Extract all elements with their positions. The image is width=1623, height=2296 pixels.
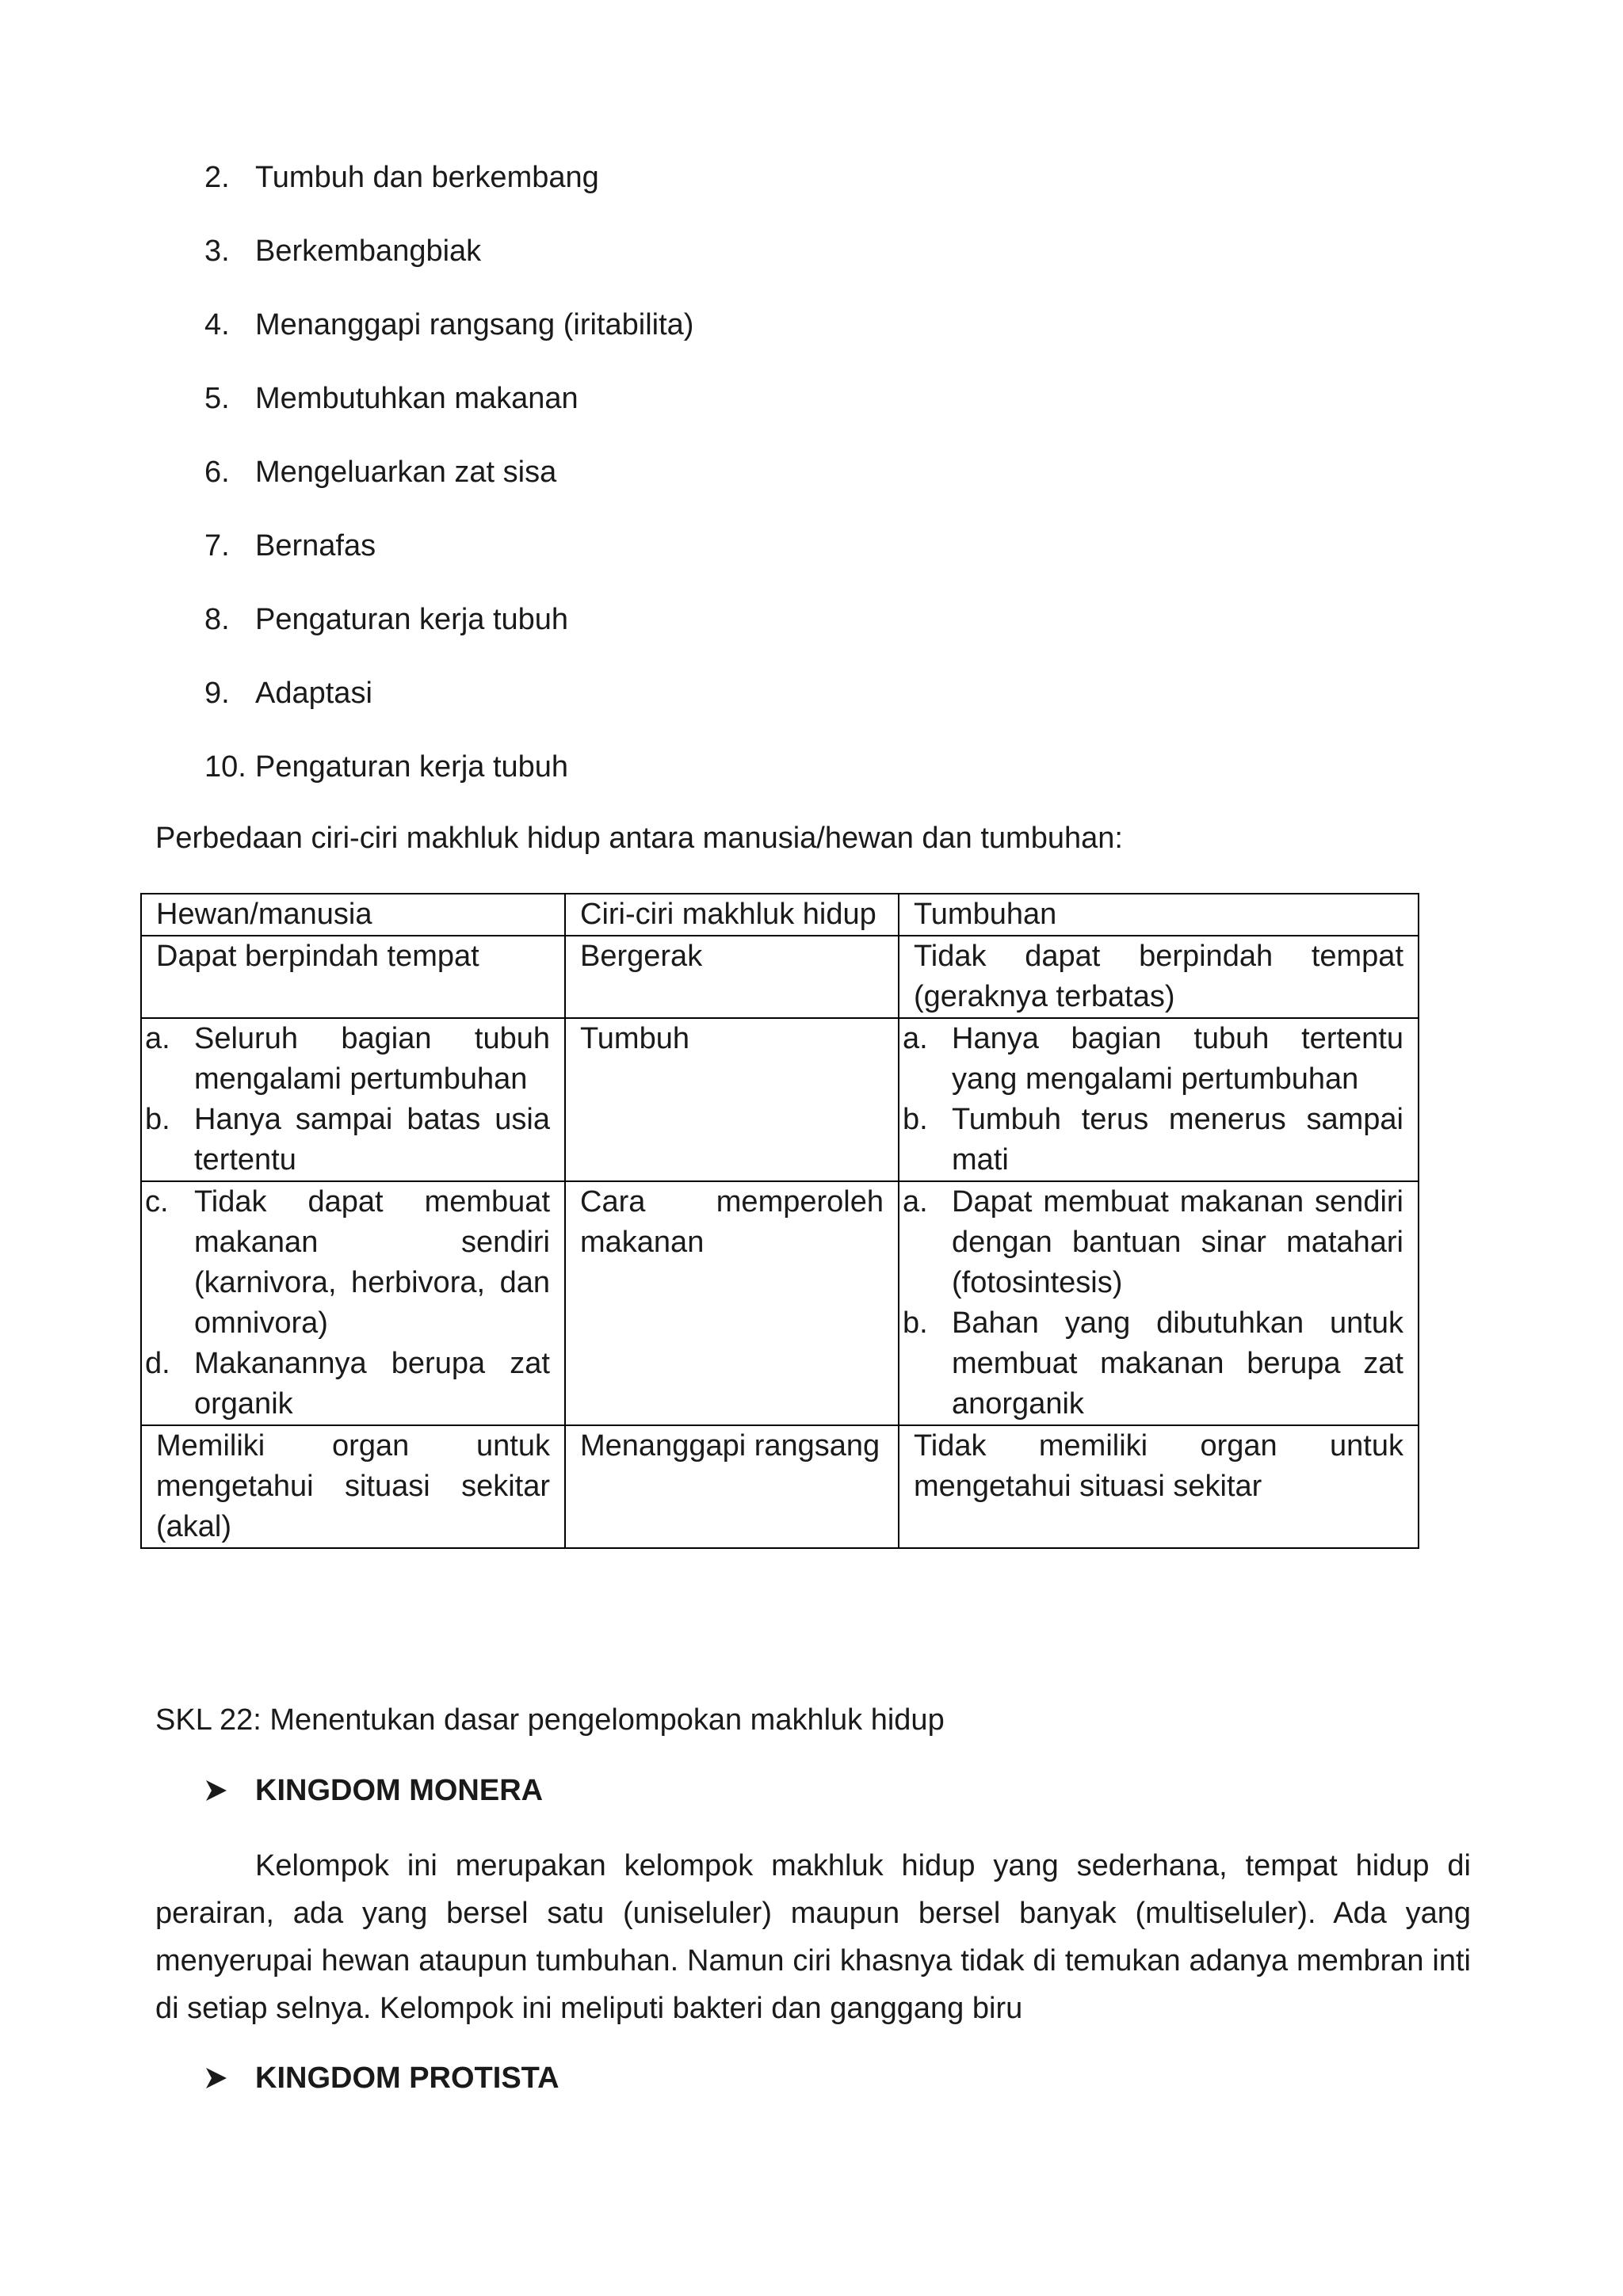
cell-hewan: [141, 1181, 565, 1425]
list-number: 8.: [204, 603, 230, 636]
kingdom-protista-heading: [204, 2056, 559, 2100]
list-item: [204, 303, 693, 376]
sub-item: [903, 1100, 1403, 1180]
list-text: Pengaturan kerja tubuh: [255, 750, 569, 784]
cell-ciri: Bergerak: [565, 936, 899, 1018]
arrow-bullet-icon: [204, 2066, 255, 2090]
sub-item: [145, 1182, 550, 1344]
sub-label: c.: [145, 1185, 169, 1219]
sub-item: [145, 1100, 550, 1180]
header-hewan: Hewan/manusia: [141, 894, 565, 936]
sub-text: Bahan yang dibutuhkan untuk membuat makanan berupa zat anorganik: [952, 1306, 1403, 1421]
cell-tumbuhan: Tidak dapat berpindah tempat (geraknya terbatas): [899, 936, 1419, 1018]
list-item: [204, 155, 693, 229]
list-text: Bernafas: [255, 529, 376, 563]
skl-heading: SKL 22: Menentukan dasar pengelompokan makhluk hidup: [155, 1703, 945, 1737]
list-number: 5.: [204, 382, 230, 415]
list-item: [204, 376, 693, 450]
list-text: Adaptasi: [255, 677, 372, 710]
sub-text: Tumbuh terus menerus sampai mati: [952, 1103, 1403, 1177]
list-number: 4.: [204, 308, 230, 341]
list-item: [204, 671, 693, 745]
comparison-table: [140, 893, 1419, 1549]
sub-text: Tidak dapat membuat makanan sendiri (karnivora, herbivora, dan omnivora): [194, 1185, 550, 1340]
table-header-row: [141, 894, 1419, 936]
sub-item: [903, 1019, 1403, 1100]
sub-label: a.: [145, 1022, 170, 1055]
monera-paragraph: Kelompok ini merupakan kelompok makhluk hidup yang sederhana, tempat hidup di perairan, ada yang bersel satu (uniseluler) maupun bersel banyak (multiseluler). Ada yang menyerupai hewan ataupun tumbuhan. Namun ciri khasnya tidak di temukan adanya membran inti di setiap selnya. Kelompok ini meliputi bakteri dan ganggang biru: [155, 1849, 1471, 2025]
cell-hewan: Dapat berpindah tempat: [141, 936, 565, 1018]
list-item: [204, 745, 693, 818]
sub-label: b.: [145, 1103, 170, 1136]
list-number: 10.: [204, 750, 246, 784]
list-item: [204, 524, 693, 597]
arrow-bullet-icon: [204, 1779, 255, 1802]
cell-ciri: Tumbuh: [565, 1018, 899, 1181]
table-row: [141, 1425, 1419, 1548]
sub-text: Seluruh bagian tubuh mengalami pertumbuhan: [194, 1022, 550, 1096]
sub-item: [903, 1182, 1403, 1303]
sub-label: a.: [903, 1185, 928, 1219]
table-row: [141, 1018, 1419, 1181]
kingdom-title: KINGDOM MONERA: [255, 1774, 544, 1807]
sub-label: b.: [903, 1103, 928, 1136]
sub-label: d.: [145, 1347, 170, 1380]
sub-text: Dapat membuat makanan sendiri dengan bantuan sinar matahari (fotosintesis): [952, 1185, 1403, 1299]
list-text: Menanggapi rangsang (iritabilita): [255, 308, 694, 341]
sub-item: [145, 1019, 550, 1100]
list-text: Tumbuh dan berkembang: [255, 161, 599, 194]
list-item: [204, 229, 693, 303]
cell-tumbuhan: [899, 1181, 1419, 1425]
cell-ciri: Menanggapi rangsang: [565, 1425, 899, 1548]
characteristics-list: [204, 155, 693, 818]
list-item: [204, 450, 693, 524]
sub-label: a.: [903, 1022, 928, 1055]
list-text: Mengeluarkan zat sisa: [255, 456, 557, 489]
list-text: Berkembangbiak: [255, 235, 482, 268]
cell-tumbuhan: [899, 1018, 1419, 1181]
list-item: [204, 597, 693, 671]
table-row: [141, 936, 1419, 1018]
sub-item: [145, 1344, 550, 1425]
cell-hewan: [141, 1018, 565, 1181]
list-number: 6.: [204, 456, 230, 489]
header-tumbuhan: Tumbuhan: [899, 894, 1419, 936]
list-number: 9.: [204, 677, 230, 710]
list-number: 3.: [204, 235, 230, 268]
kingdom-monera-heading: [204, 1768, 543, 1813]
list-number: 2.: [204, 161, 230, 194]
sub-text: Hanya bagian tubuh tertentu yang mengalami pertumbuhan: [952, 1022, 1403, 1096]
list-number: 7.: [204, 529, 230, 563]
cell-ciri: Cara memperoleh makanan: [565, 1181, 899, 1425]
cell-hewan: Memiliki organ untuk mengetahui situasi sekitar (akal): [141, 1425, 565, 1548]
sub-text: Hanya sampai batas usia tertentu: [194, 1103, 550, 1177]
cell-tumbuhan: Tidak memiliki organ untuk mengetahui situasi sekitar: [899, 1425, 1419, 1548]
list-text: Membutuhkan makanan: [255, 382, 579, 415]
table-row: [141, 1181, 1419, 1425]
sub-label: b.: [903, 1306, 928, 1340]
header-ciri: Ciri-ciri makhluk hidup: [565, 894, 899, 936]
list-text: Pengaturan kerja tubuh: [255, 603, 569, 636]
sub-text: Makanannya berupa zat organik: [194, 1347, 550, 1421]
sub-item: [903, 1303, 1403, 1425]
table-intro: Perbedaan ciri-ciri makhluk hidup antara manusia/hewan dan tumbuhan:: [155, 822, 1123, 855]
kingdom-title: KINGDOM PROTISTA: [255, 2061, 559, 2095]
